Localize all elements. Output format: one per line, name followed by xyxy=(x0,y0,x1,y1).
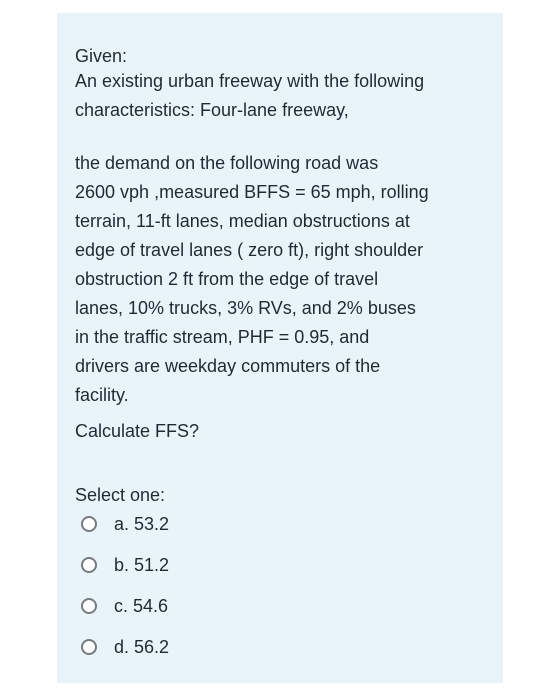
radio-button-b[interactable] xyxy=(81,557,97,573)
radio-button-a[interactable] xyxy=(81,516,97,532)
question-detail-line: lanes, 10% trucks, 3% RVs, and 2% buses xyxy=(75,298,416,318)
question-intro xyxy=(75,67,495,125)
question-intro-line: An existing urban freeway with the following xyxy=(75,71,425,91)
question-prompt: Calculate FFS? xyxy=(75,421,200,441)
answer-option-d[interactable] xyxy=(81,626,169,667)
question-detail-line: drivers are weekday commuters of the xyxy=(75,356,381,376)
answer-label-a[interactable]: a. 53.2 xyxy=(114,513,170,534)
answer-list xyxy=(81,503,169,667)
question-detail-line: terrain, 11-ft lanes, median obstructions at xyxy=(75,211,410,231)
question-heading: Given: xyxy=(75,46,128,66)
question-detail-line: obstruction 2 ft from the edge of travel xyxy=(75,269,379,289)
answer-label-d[interactable]: d. 56.2 xyxy=(114,636,170,657)
question-detail-line: 2600 vph ,measured BFFS = 65 mph, rolling xyxy=(75,182,429,202)
question-detail-line: in the traffic stream, PHF = 0.95, and xyxy=(75,327,370,347)
question-detail-line: facility. xyxy=(75,385,129,405)
question-detail-line: edge of travel lanes ( zero ft), right shoulder xyxy=(75,240,424,260)
question-card xyxy=(57,13,503,683)
answer-option-b[interactable] xyxy=(81,544,169,585)
answer-label-c[interactable]: c. 54.6 xyxy=(114,595,169,616)
question-details xyxy=(75,149,495,410)
answer-label-b[interactable]: b. 51.2 xyxy=(114,554,170,575)
question-intro-line: characteristics: Four-lane freeway, xyxy=(75,100,349,120)
radio-button-c[interactable] xyxy=(81,598,97,614)
select-one-label: Select one: xyxy=(75,485,166,505)
answer-option-c[interactable] xyxy=(81,585,169,626)
radio-button-d[interactable] xyxy=(81,639,97,655)
question-detail-line: the demand on the following road was xyxy=(75,153,379,173)
answer-option-a[interactable] xyxy=(81,503,169,544)
